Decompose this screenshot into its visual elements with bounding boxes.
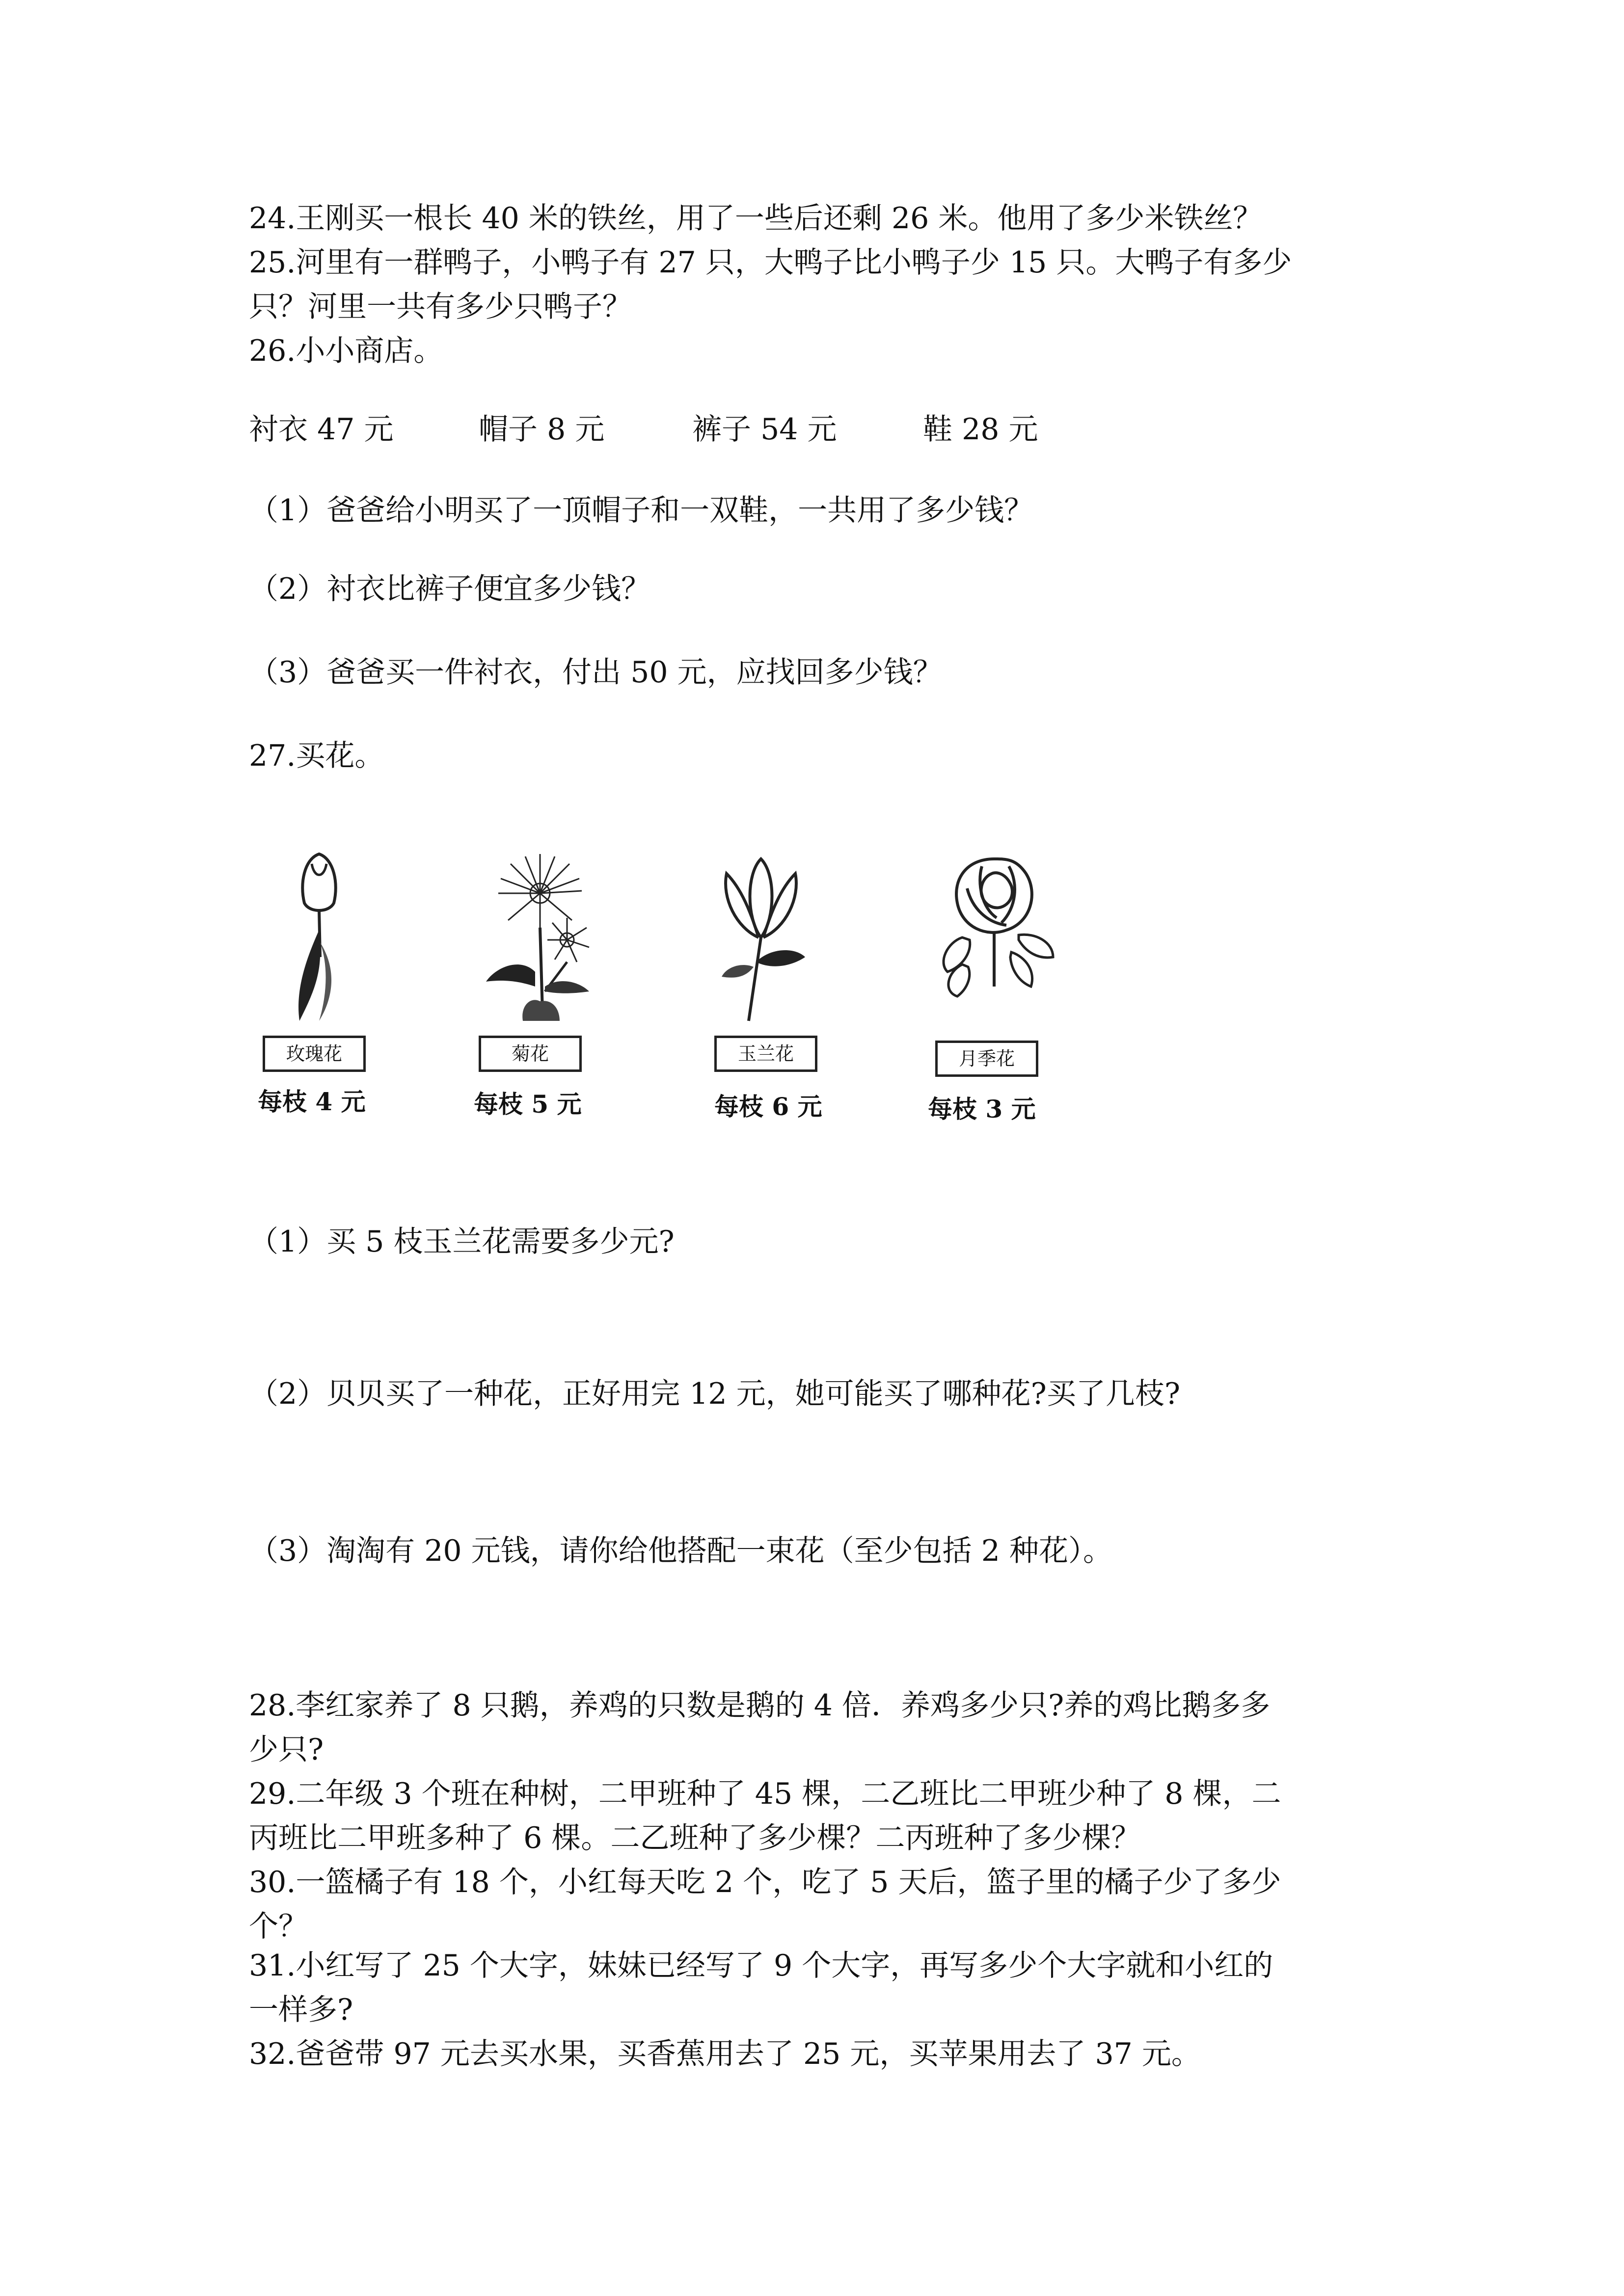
question-24: 24.王刚买一根长 40 米的铁丝，用了一些后还剩 26 米。他用了多少米铁丝？ bbox=[249, 201, 1263, 236]
question-27-sub2: （2）贝贝买了一种花，正好用完 12 元，她可能买了哪种花?买了几枝? bbox=[249, 1377, 1181, 1411]
question-32: 32.爸爸带 97 元去买水果，买香蕉用去了 25 元，买苹果用去了 37 元。 bbox=[249, 2037, 1201, 2071]
flower-label-4: 月季花 bbox=[935, 1041, 1038, 1077]
question-26-sub2: （2）衬衣比裤子便宜多少钱？ bbox=[249, 572, 651, 606]
flower-card-1 bbox=[265, 844, 412, 1031]
flower-card-4 bbox=[933, 844, 1080, 1001]
flower-label-3: 玉兰花 bbox=[714, 1036, 817, 1072]
question-27-sub1: （1）买 5 枝玉兰花需要多少元? bbox=[249, 1225, 675, 1259]
shop-item-hat: 帽子 8 元 bbox=[479, 412, 605, 447]
flower-label-2: 菊花 bbox=[479, 1036, 582, 1072]
question-30-line2: 个？ bbox=[249, 1909, 308, 1944]
question-25-line1: 25.河里有一群鸭子，小鸭子有 27 只，大鸭子比小鸭子少 15 只。大鸭子有多少 bbox=[249, 245, 1292, 280]
question-26-sub3: （3）爸爸买一件衬衣，付出 50 元，应找回多少钱？ bbox=[249, 655, 943, 690]
rose-icon bbox=[933, 844, 1060, 1001]
flower-price-2: 每枝 5 元 bbox=[474, 1090, 582, 1119]
question-27-sub3: （3）淘淘有 20 元钱，请你给他搭配一束花（至少包括 2 种花）。 bbox=[249, 1534, 1112, 1568]
question-26-sub1: （1）爸爸给小明买了一顶帽子和一双鞋，一共用了多少钱？ bbox=[249, 493, 1034, 528]
tulip-icon bbox=[265, 844, 373, 1031]
question-26-title: 26.小小商店。 bbox=[249, 334, 443, 368]
question-29-line1: 29.二年级 3 个班在种树，二甲班种了 45 棵，二乙班比二甲班少种了 8 棵，二 bbox=[249, 1777, 1281, 1811]
question-29-line2: 丙班比二甲班多种了 6 棵。二乙班种了多少棵？二丙班种了多少棵？ bbox=[249, 1821, 1141, 1855]
chrysanthemum-icon bbox=[466, 844, 614, 1031]
flower-card-2 bbox=[466, 844, 614, 1031]
shop-item-pants: 裤子 54 元 bbox=[692, 412, 837, 447]
question-25-line2: 只？河里一共有多少只鸭子？ bbox=[249, 290, 632, 324]
flower-price-4: 每枝 3 元 bbox=[928, 1095, 1036, 1123]
flower-price-1: 每枝 4 元 bbox=[258, 1087, 366, 1116]
question-28-line2: 少只? bbox=[249, 1733, 324, 1767]
shop-item-shoes: 鞋 28 元 bbox=[923, 412, 1038, 447]
flower-price-3: 每枝 6 元 bbox=[714, 1092, 822, 1121]
shop-item-shirt: 衬衣 47 元 bbox=[249, 412, 394, 447]
flower-label-1: 玫瑰花 bbox=[263, 1036, 366, 1072]
question-28-line1: 28.李红家养了 8 只鹅，养鸡的只数是鹅的 4 倍．养鸡多少只?养的鸡比鹅多多 bbox=[249, 1688, 1271, 1723]
question-31-line2: 一样多? bbox=[249, 1993, 353, 2027]
question-30-line1: 30.一篮橘子有 18 个，小红每天吃 2 个，吃了 5 天后，篮子里的橘子少了多少 bbox=[249, 1865, 1281, 1899]
question-31-line1: 31.小红写了 25 个大字，妹妹已经写了 9 个大字，再写多少个大字就和小红的 bbox=[249, 1949, 1273, 1983]
magnolia-icon bbox=[707, 844, 815, 1031]
question-27-title: 27.买花。 bbox=[249, 739, 384, 773]
flower-card-3 bbox=[707, 844, 854, 1031]
